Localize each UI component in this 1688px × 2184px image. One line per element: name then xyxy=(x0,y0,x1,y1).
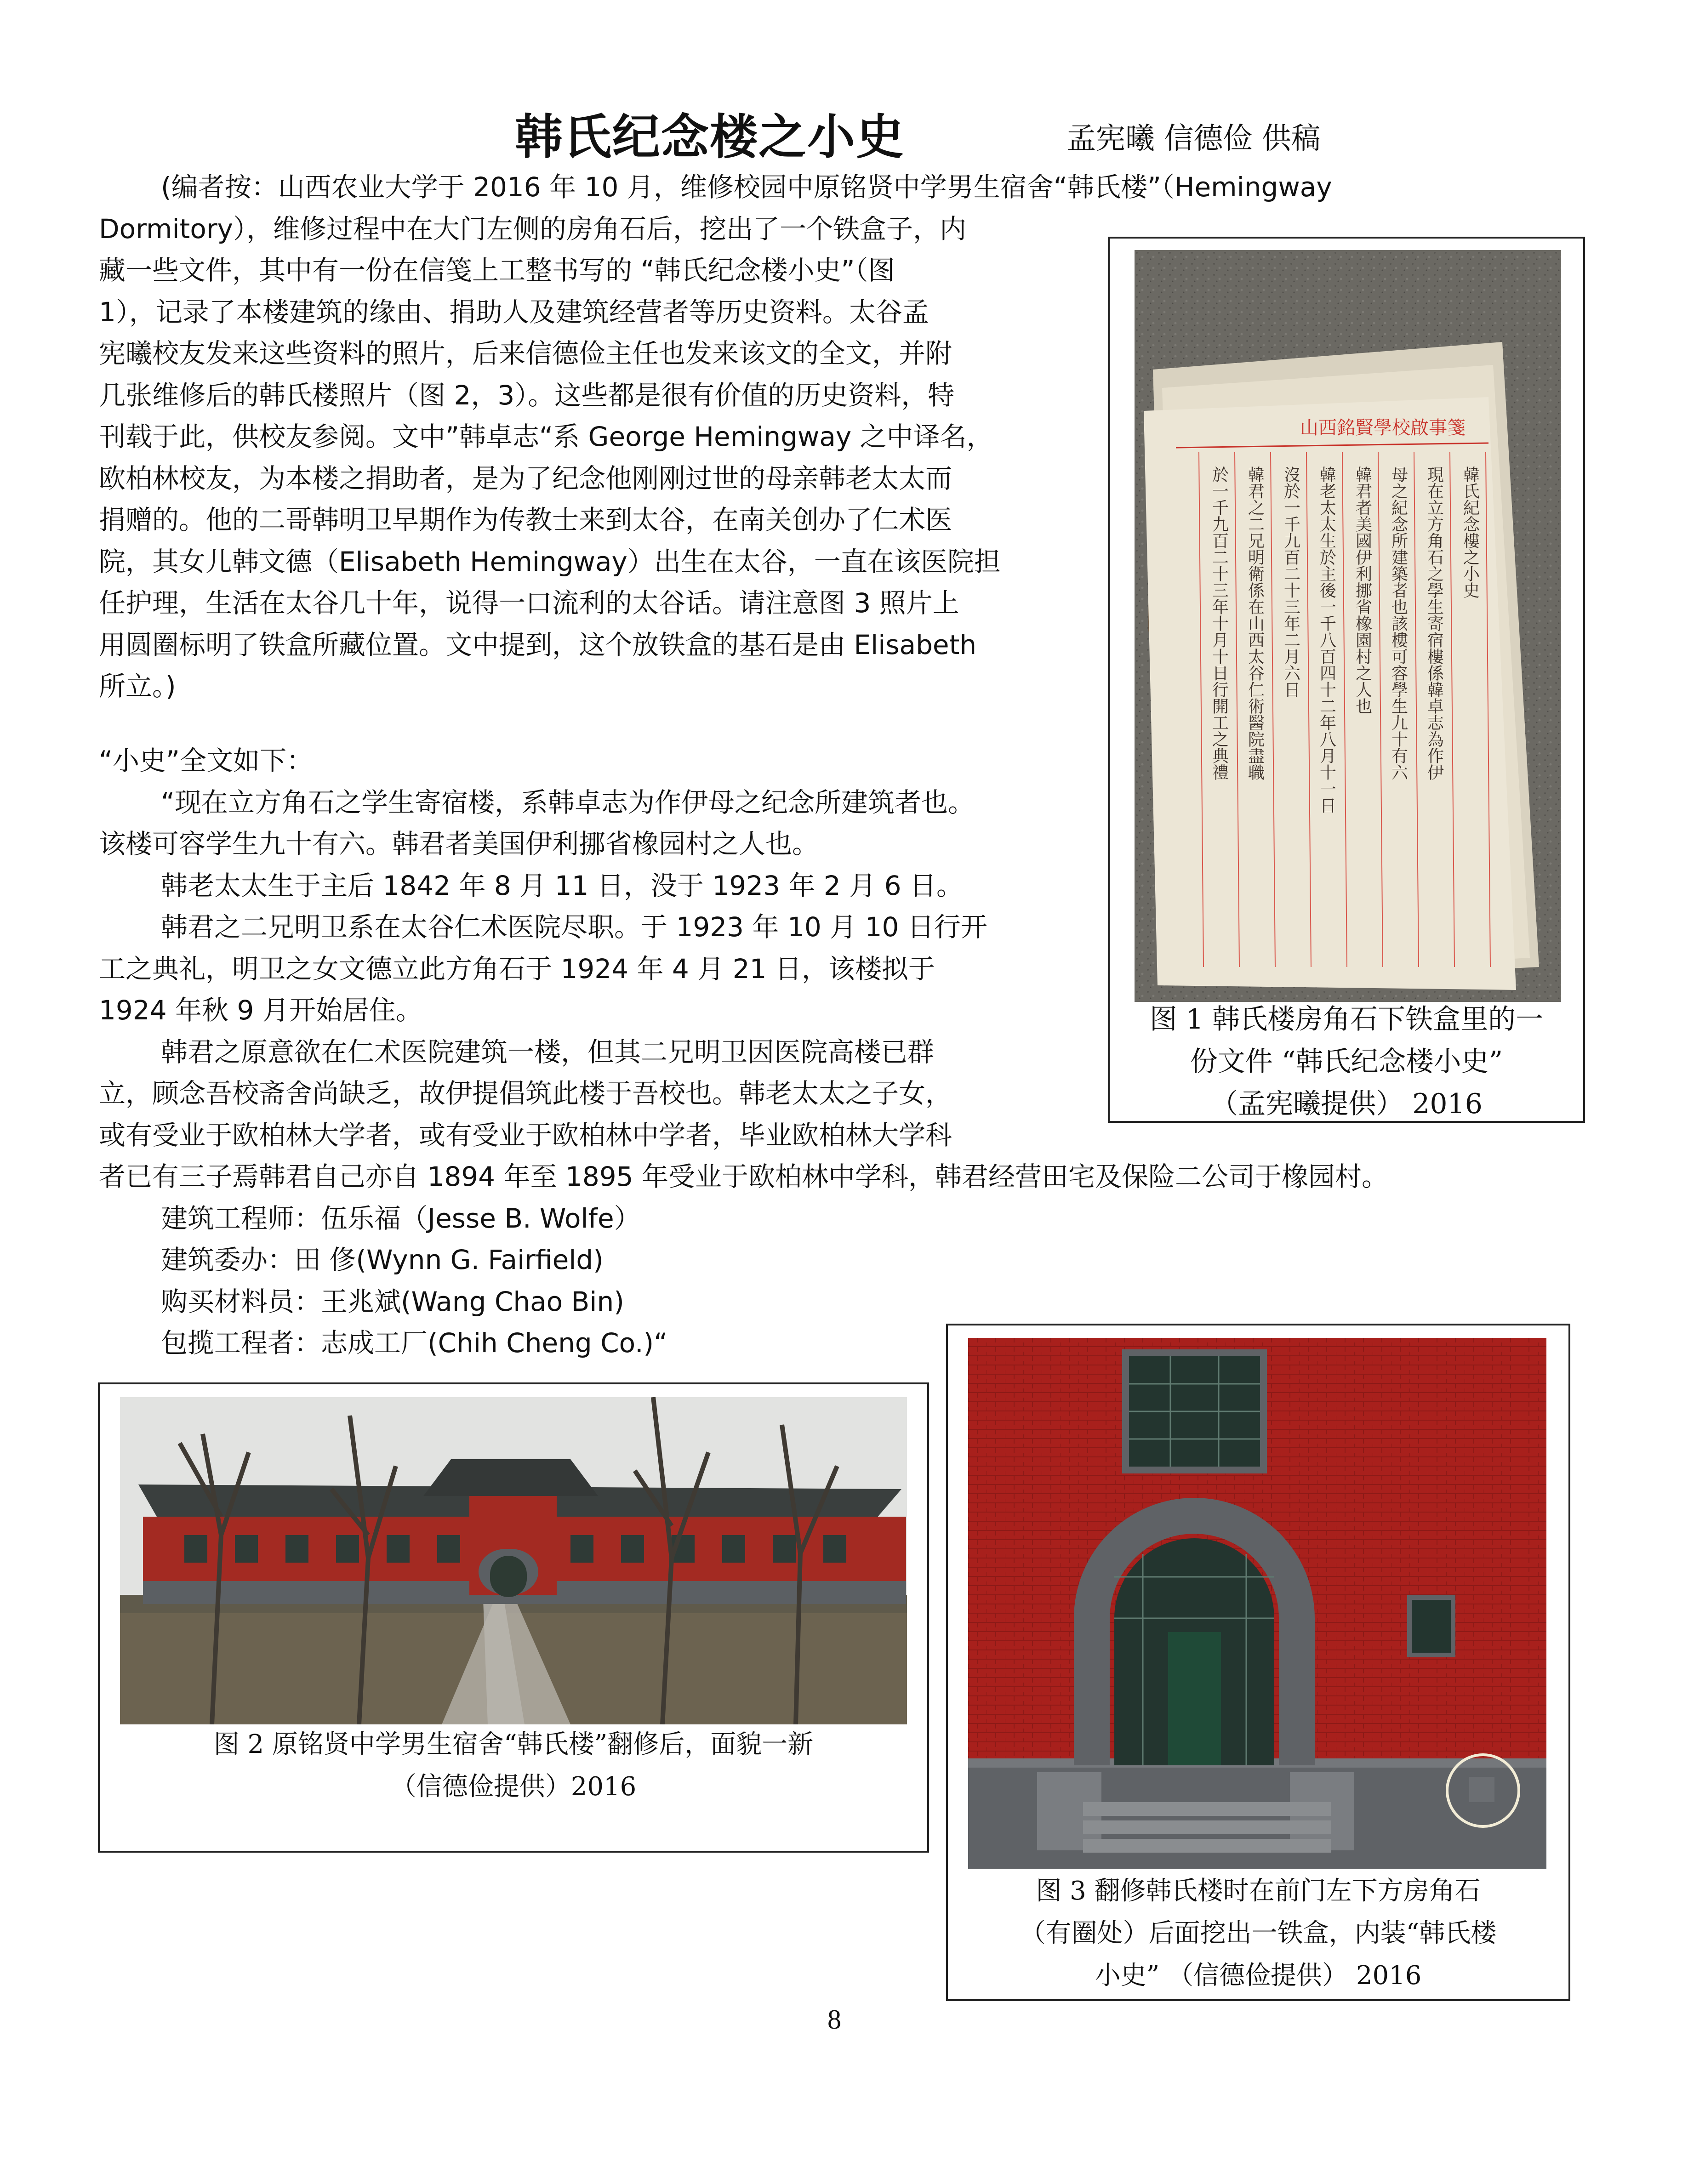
editor-note-line: 宪曦校友发来这些资料的照片，后来信德俭主任也发来该文的全文，并附 xyxy=(99,338,952,369)
history-line: 工之典礼，明卫之女文德立此方角石于 1924 年 4 月 21 日，该楼拟于 xyxy=(99,953,935,984)
history-line: 建筑工程师：伍乐福（Jesse B. Wolfe） xyxy=(161,1202,641,1234)
editor-note-line: 所立。) xyxy=(99,671,176,702)
caption-line: 份文件 “韩氏纪念楼小史” xyxy=(1190,1046,1503,1078)
document-column: 韓老太太生於主後一千八百四十二年八月十一日 xyxy=(1317,466,1336,813)
editor-note-line: 用圆圈标明了铁盒所藏位置。文中提到，这个放铁盒的基石是由 Elisabeth xyxy=(99,629,977,660)
history-line: 1924 年秋 9 月开始居住。 xyxy=(99,995,422,1026)
document-column: 韓君者美國伊利挪省橡園村之人也 xyxy=(1353,466,1372,714)
figure-2-caption xyxy=(100,1723,927,1808)
page-number: 8 xyxy=(827,2004,841,2035)
history-line: 或有受业于欧柏林大学者，或有受业于欧柏林中学者，毕业欧柏林大学科 xyxy=(99,1119,952,1151)
history-line: 建筑委办：田 俢(Wynn G. Fairfield) xyxy=(161,1244,604,1275)
caption-line: 图 2 原铭贤中学男生宿舍“韩氏楼”翻修后，面貌一新 xyxy=(213,1729,814,1759)
caption-line: （信德俭提供）2016 xyxy=(390,1772,637,1802)
figure-1 xyxy=(1108,237,1585,1123)
editor-note-line: 捐赠的。他的二哥韩明卫早期作为传教士来到太谷，在南关创办了仁术医 xyxy=(99,504,952,535)
figure-3 xyxy=(946,1324,1570,2001)
document-column: 於一千九百二十三年十月十日行開工之典禮 xyxy=(1209,466,1229,780)
history-line: 立，顾念吾校斋舍尚缺乏，故伊提倡筑此楼于吾校也。韩老太太之子女， xyxy=(99,1078,952,1109)
document-column: 韓君之二兄明衛係在山西太谷仁術醫院盡職 xyxy=(1245,466,1265,780)
editor-note-line: 院，其女儿韩文德（Elisabeth Hemingway）出生在太谷，一直在该医院担 xyxy=(99,546,1001,577)
history-line: 该楼可容学生九十有六。韩君者美国伊利挪省橡园村之人也。 xyxy=(99,828,819,859)
document-column: 沒於一千九百二十三年二月六日 xyxy=(1281,466,1300,698)
article-authors: 孟宪曦 信德俭 供稿 xyxy=(1066,122,1321,156)
editor-note-line: (编者按：山西农业大学于 2016 年 10 月，维修校园中原铭贤中学男生宿舍“韩氏楼”（Hemingway xyxy=(161,171,1332,203)
history-line: “小史”全文如下： xyxy=(99,745,314,776)
editor-note-line: Dormitory），维修过程中在大门左侧的房角石后，挖出了一个铁盒子，内 xyxy=(99,213,966,245)
caption-line: （孟宪曦提供） 2016 xyxy=(1210,1088,1483,1120)
document-column: 現在立方角石之學生寄宿樓係韓卓志為作伊 xyxy=(1425,466,1444,780)
caption-line: 小史” （信德俭提供） 2016 xyxy=(1095,1961,1422,1991)
caption-line: 图 3 翻修韩氏楼时在前门左下方房角石 xyxy=(1036,1876,1481,1906)
editor-note-line: 1），记录了本楼建筑的缘由、捐助人及建筑经营者等历史资料。太谷孟 xyxy=(99,296,929,328)
document-column: 韓氏紀念樓之小史 xyxy=(1460,466,1480,598)
editor-note-line: 刊载于此，供校友参阅。文中”韩卓志“系 George Hemingway 之中译名， xyxy=(99,421,993,452)
history-line: “现在立方角石之学生寄宿楼，系韩卓志为作伊母之纪念所建筑者也。 xyxy=(161,786,975,818)
history-line: 韩老太太生于主后 1842 年 8 月 11 日，没于 1923 年 2 月 6 日。 xyxy=(161,870,963,901)
letterhead-text xyxy=(1300,417,1466,438)
caption-line: （有圈处）后面挖出一铁盒，内装“韩氏楼 xyxy=(1020,1918,1497,1948)
history-line: 购买材料员：王兆斌(Wang Chao Bin) xyxy=(161,1285,624,1317)
editor-note-line: 几张维修后的韩氏楼照片（图 2，3）。这些都是很有价值的历史资料，特 xyxy=(99,379,955,411)
figure-3-caption xyxy=(948,1870,1568,1997)
letterhead: 山西銘賢學校啟事箋 xyxy=(1300,417,1466,438)
history-line: 韩君之原意欲在仁术医院建筑一楼，但其二兄明卫因医院高楼已群 xyxy=(161,1036,935,1068)
editor-note-line: 藏一些文件，其中有一份在信笺上工整书写的 “韩氏纪念楼小史”（图 xyxy=(99,255,895,286)
caption-line: 图 1 韩氏楼房角石下铁盒里的一 xyxy=(1149,1003,1544,1035)
history-line: 者已有三子焉韩君自己亦自 1894 年至 1895 年受业于欧柏林中学科，韩君经营田宅及保险二公司于橡园村。 xyxy=(99,1161,1388,1192)
front-door-photo xyxy=(968,1338,1546,1869)
document-photo xyxy=(1135,250,1561,1002)
history-line: 韩君之二兄明卫系在太谷仁术医院尽职。于 1923 年 10 月 10 日行开 xyxy=(161,911,987,943)
building-exterior-photo xyxy=(120,1397,907,1724)
editor-note-line: 欧柏林校友，为本楼之捐助者，是为了纪念他刚刚过世的母亲韩老太太而 xyxy=(99,462,952,494)
editor-note-line: 任护理，生活在太谷几十年，说得一口流利的太谷话。请注意图 3 照片上 xyxy=(99,587,959,619)
article-title: 韩氏纪念楼之小史 xyxy=(515,109,905,165)
history-line: 包揽工程者：志成工厂(Chih Cheng Co.)“ xyxy=(161,1327,668,1359)
figure-2 xyxy=(98,1382,929,1853)
figure-1-caption xyxy=(1110,998,1583,1125)
document-column: 母之紀念所建築者也該樓可容學生九十有六 xyxy=(1389,466,1408,780)
